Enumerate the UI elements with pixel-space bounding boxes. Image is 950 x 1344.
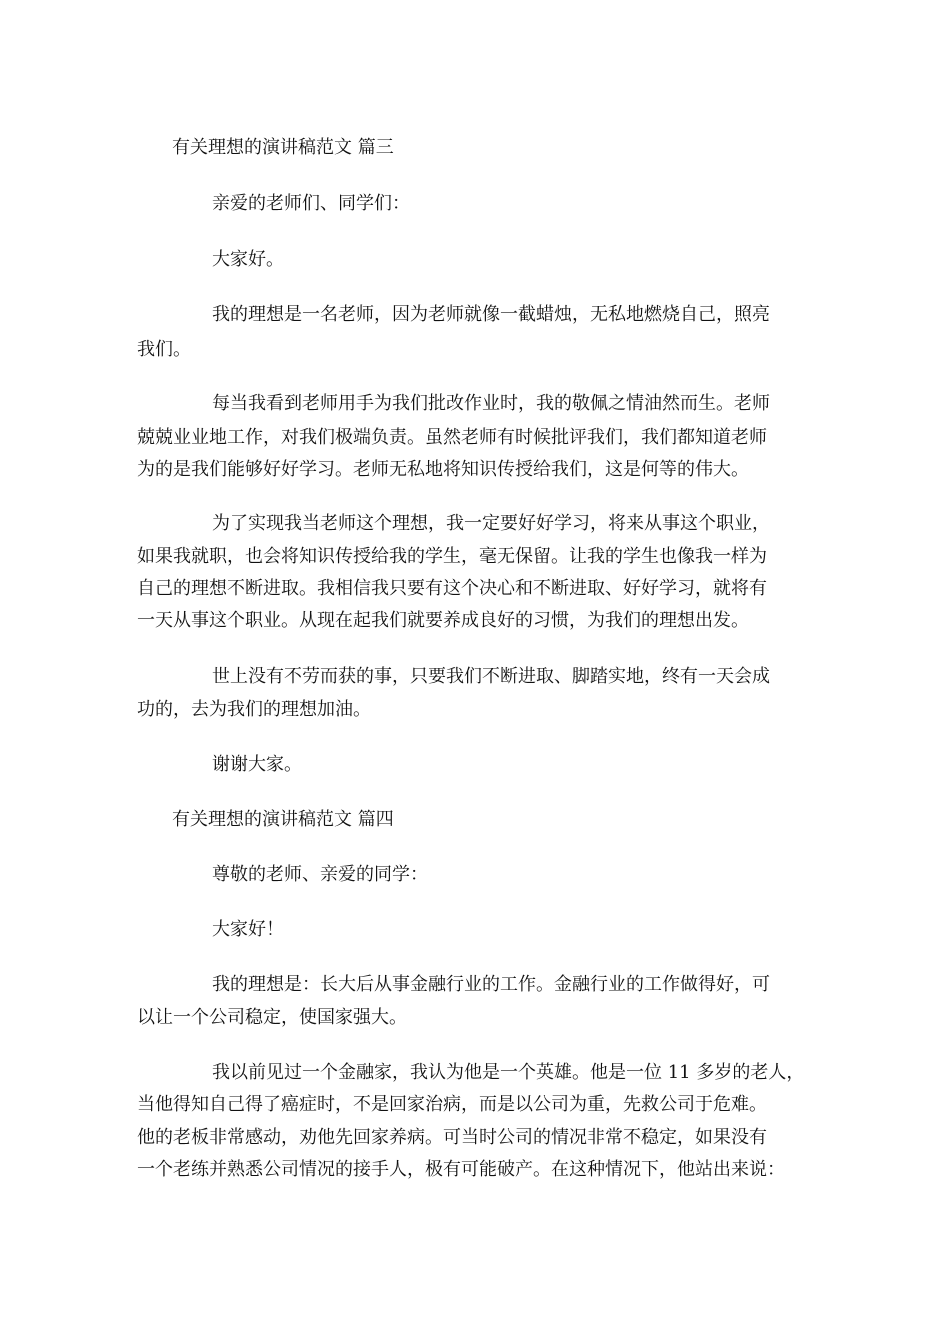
paragraph-line: 一个老练并熟悉公司情况的接手人，极有可能破产。在这种情况下，他站出来说： (137, 1159, 785, 1180)
paragraph-line: 为了实现我当老师这个理想，我一定要好好学习，将来从事这个职业， (212, 513, 770, 534)
paragraph-line: 我们。 (137, 339, 191, 360)
greeting: 亲爱的老师们、同学们： (212, 193, 410, 214)
paragraph-line: 每当我看到老师用手为我们批改作业时，我的敬佩之情油然而生。老师 (212, 393, 770, 414)
paragraph-line: 功的，去为我们的理想加油。 (137, 699, 371, 720)
paragraph-line: 当他得知自己得了癌症时，不是回家治病，而是以公司为重，先救公司于危难。 (137, 1094, 767, 1115)
paragraph-line: 兢兢业业地工作，对我们极端负责。虽然老师有时候批评我们，我们都知道老师 (137, 427, 767, 448)
section-title: 有关理想的演讲稿范文 篇四 (172, 809, 394, 830)
salutation: 大家好。 (212, 249, 284, 270)
paragraph-line: 我的理想是：长大后从事金融行业的工作。金融行业的工作做得好，可 (212, 974, 770, 995)
salutation: 大家好！ (212, 919, 284, 940)
paragraph-line: 世上没有不劳而获的事，只要我们不断进取、脚踏实地，终有一天会成 (212, 666, 770, 687)
paragraph-line: 自己的理想不断进取。我相信我只要有这个决心和不断进取、好好学习，就将有 (137, 578, 767, 599)
greeting: 尊敬的老师、亲爱的同学： (212, 864, 428, 885)
paragraph-line: 我的理想是一名老师，因为老师就像一截蜡烛，无私地燃烧自己，照亮 (212, 304, 770, 325)
paragraph-line: 为的是我们能够好好学习。老师无私地将知识传授给我们，这是何等的伟大。 (137, 459, 749, 480)
paragraph-line: 我以前见过一个金融家，我认为他是一个英雄。他是一位 11 多岁的老人， (212, 1062, 805, 1083)
closing-line: 谢谢大家。 (212, 754, 302, 775)
paragraph-line: 以让一个公司稳定，使国家强大。 (137, 1007, 407, 1028)
section-title: 有关理想的演讲稿范文 篇三 (172, 137, 394, 158)
paragraph-line: 他的老板非常感动，劝他先回家养病。可当时公司的情况非常不稳定，如果没有 (137, 1127, 767, 1148)
paragraph-line: 一天从事这个职业。从现在起我们就要养成良好的习惯，为我们的理想出发。 (137, 610, 749, 631)
paragraph-line: 如果我就职，也会将知识传授给我的学生，毫无保留。让我的学生也像我一样为 (137, 546, 767, 567)
